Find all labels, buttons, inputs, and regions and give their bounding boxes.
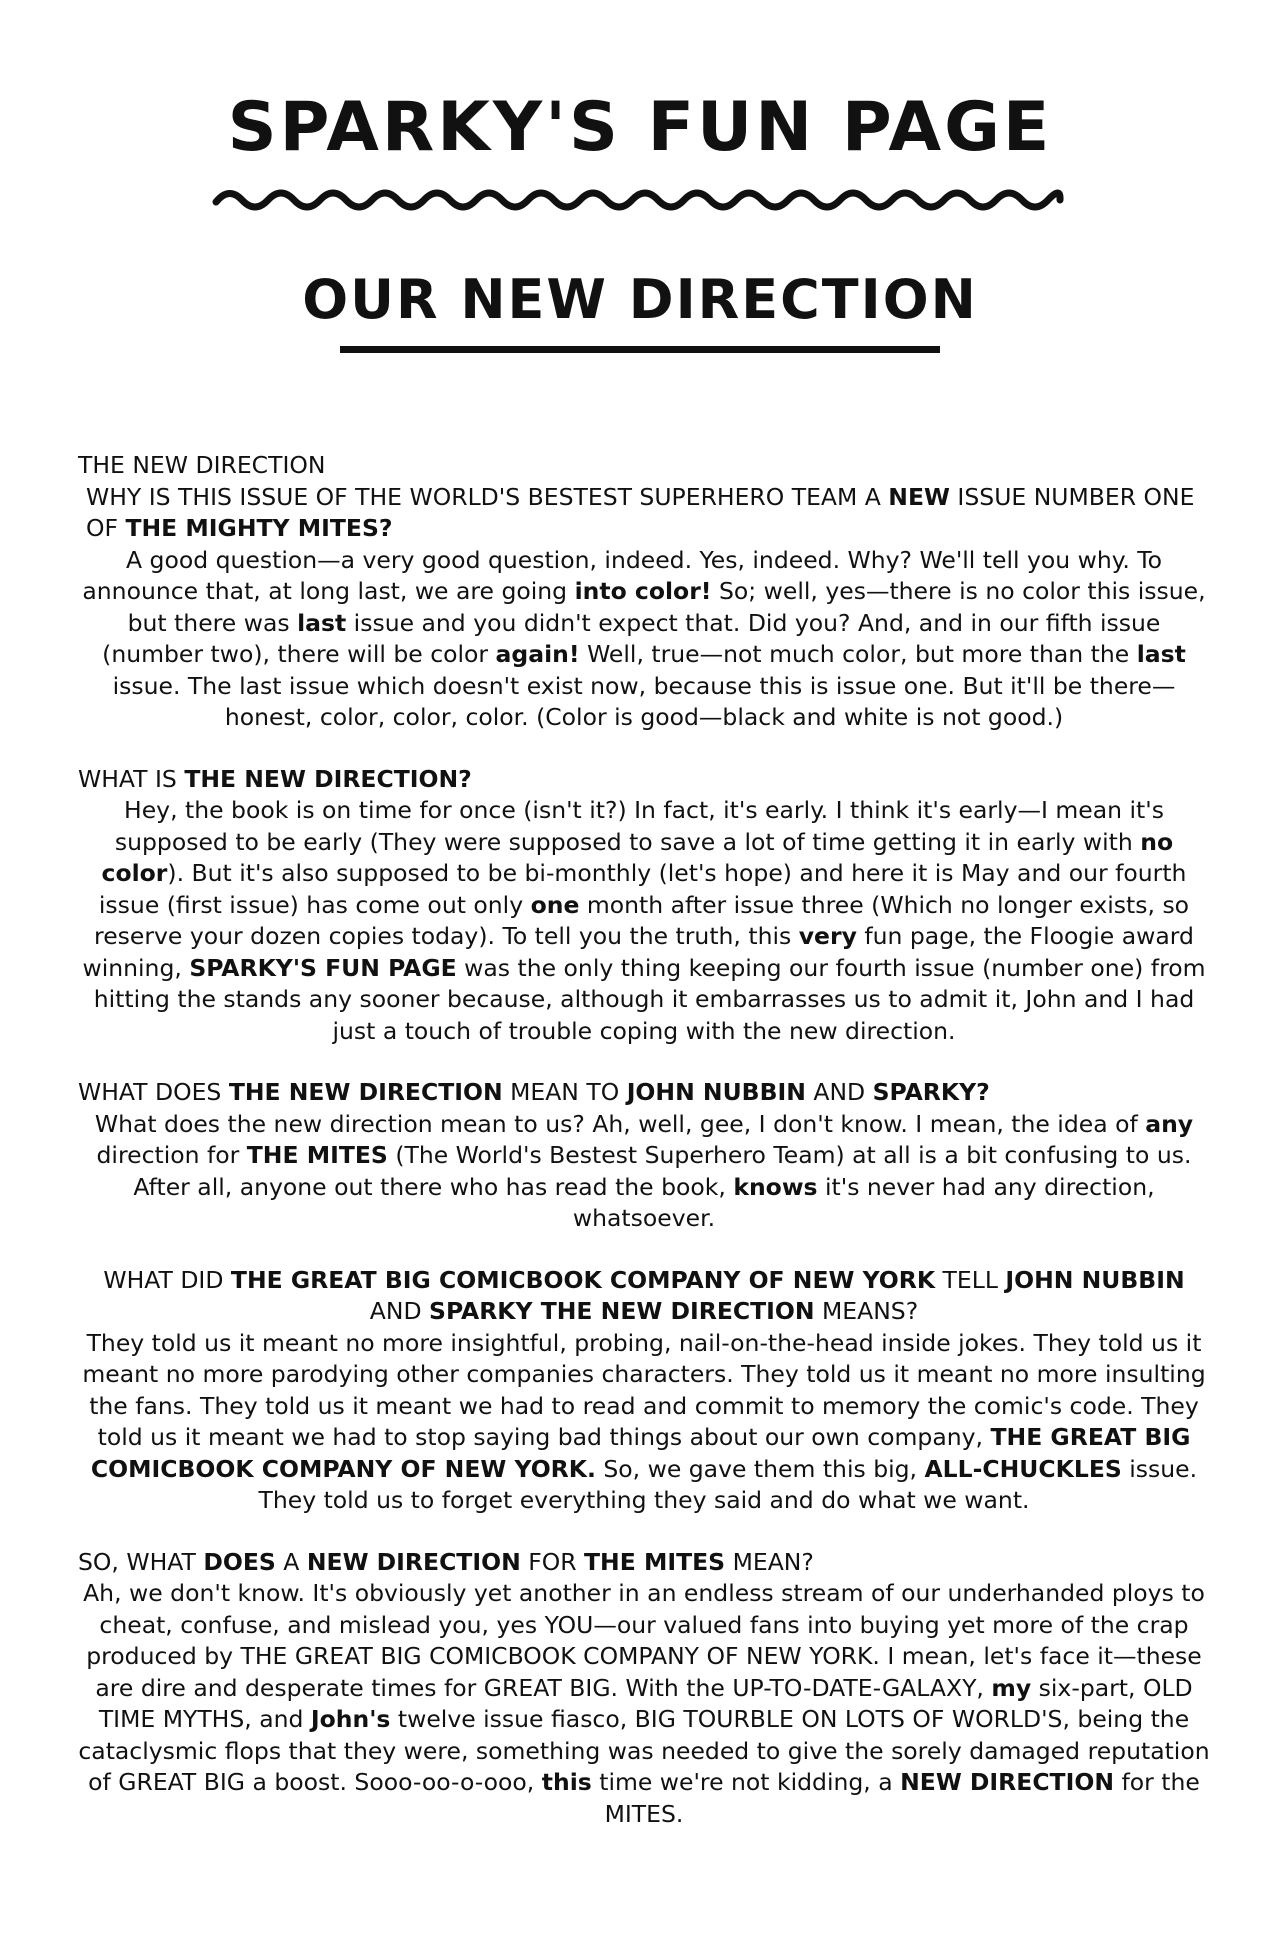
section-text: What does the new direction mean to us? Ah, well, gee, I don't know. I mean, the idea of any direction for THE MITES (The World's Bestest Superhero Team) at all is a bit confusing to us. After all, anyone out there who has read the book, knows it's never had any direction, whatsoever. [94,1109,1194,1232]
section-5 [78,1547,1210,1831]
squiggle-divider [212,178,1064,216]
section-3 [78,1077,1210,1235]
section-question: WHAT DOES THE NEW DIRECTION MEAN TO JOHN NUBBIN AND SPARKY? [78,1078,990,1106]
section-text: They told us it meant no more insightful, probing, nail-on-the-head inside jokes. They told us it meant no more parodying other companies characters. They told us it meant no more insulting the fans. They told us it meant we had to read and commit to memory the comic's code. They told us it meant we had to stop saying bad things about our own company, THE GREAT BIG COMICBOOK COMPANY OF NEW YORK. So, we gave them this big, ALL-CHUCKLES issue. They told us to forget everything they said and do what we want. [82,1328,1206,1514]
section-question: WHAT DID THE GREAT BIG COMICBOOK COMPANY OF NEW YORK TELL JOHN NUBBIN AND SPARKY THE NEW DIRECTION MEANS? [103,1265,1185,1325]
section-question: WHY IS THIS ISSUE OF THE WORLD'S BESTEST SUPERHERO TEAM A NEW ISSUE NUMBER ONE OF THE MIGHTY MITES? [86,482,1195,542]
section-question: WHAT IS THE NEW DIRECTION? [78,764,472,793]
article-body [78,450,1210,1860]
section-text: A good question—a very good question, indeed. Yes, indeed. Why? We'll tell you why. To announce that, at long last, we are going into color! So; well, yes—there is no color this issue, but there was last issue and you didn't expect that. Did you? And, and in our fifth issue (number two), there will be color again! Well, true—not much color, but more than the last issue. The last issue which doesn't exist now, because this is issue one. But it'll be there—honest, color, color, color. (Color is good—black and white is not good.) [82,545,1206,731]
page-subtitle: OUR NEW DIRECTION [302,268,978,331]
section-4 [78,1265,1210,1517]
section-question: SO, WHAT DOES A NEW DIRECTION FOR THE MITES MEAN? [78,1547,814,1576]
section-text: Ah, we don't know. It's obviously yet another in an endless stream of our underhanded ploys to cheat, confuse, and mislead you, yes YOU—our valued fans into buying yet more of the crap produced by THE GREAT BIG COMICBOOK COMPANY OF NEW YORK. I mean, let's face it—these are dire and desperate times for GREAT BIG. With the UP-TO-DATE-GALAXY, my six-part, OLD TIME MYTHS, and John's twelve issue fiasco, BIG TOURBLE ON LOTS OF WORLD'S, being the cataclysmic flops that they were, something was needed to give the sorely damaged reputation of GREAT BIG a boost. Sooo-oo-o-ooo, this time we're not kidding, a NEW DIRECTION for the MITES. [78,1579,1210,1828]
section-1 [78,450,1210,734]
subtitle-underline [340,346,940,353]
page-title: SPARKY'S FUN PAGE [227,88,1053,167]
section-text: Hey, the book is on time for once (isn't it?) In fact, it's early. I think it's early—I mean it's supposed to be early (They were supposed to save a lot of time getting it in early with no color). But it's also supposed to be bi-monthly (let's hope) and here it is May and our fourth issue (first issue) has come out only one month after issue three (Which no longer exists, so reserve your dozen copies today). To tell you the truth, this very fun page, the Floogie award winning, SPARKY'S FUN PAGE was the only thing keeping our fourth issue (number one) from hitting the stands any sooner because, although it embarrasses us to admit it, John and I had just a touch of trouble coping with the new direction. [82,796,1206,1045]
section-2 [78,764,1210,1048]
section-heading: THE NEW DIRECTION [78,451,326,479]
